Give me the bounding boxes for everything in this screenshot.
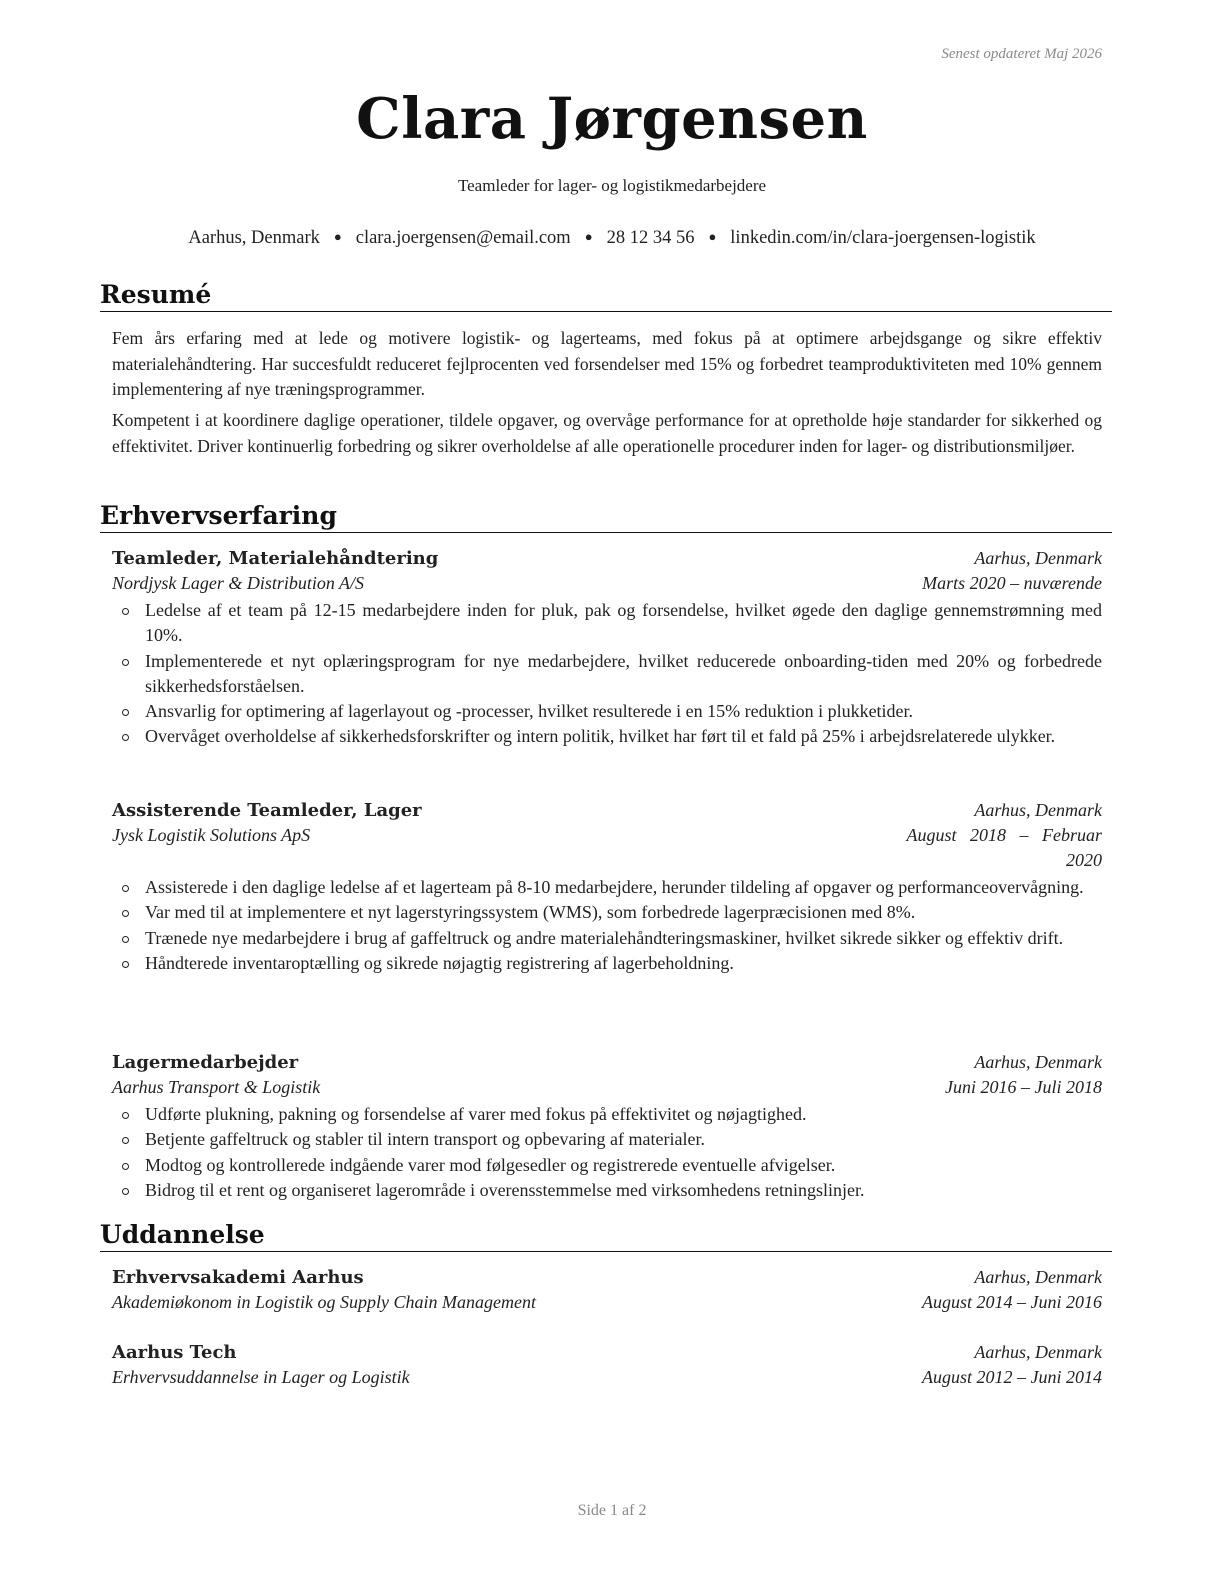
job-company: Aarhus Transport & Logistik (112, 1077, 321, 1097)
education-location: Aarhus, Denmark (974, 1342, 1102, 1362)
education-school: Erhvervsakademi Aarhus (112, 1267, 364, 1288)
list-item: Håndterede inventaroptælling og sikrede nøjagtig registrering af lagerbeholdning. (112, 951, 1102, 976)
list-item: Assisterede i den daglige ledelse af et lagerteam på 8-10 medarbejdere, herunder tildeling af opgaver og performanceovervågning. (112, 875, 1102, 900)
last-updated: Senest opdateret Maj 2026 (941, 46, 1102, 62)
bullet-circle-icon (122, 608, 129, 615)
education-header (112, 1342, 1102, 1367)
list-item: Udførte plukning, pakning og forsendelse af varer med fokus på effektivitet og nøjagtighed. (112, 1102, 1102, 1127)
bullet-circle-icon (122, 1188, 129, 1195)
job-dates-continued (112, 850, 1102, 875)
list-item: Var med til at implementere et nyt lagerstyringssystem (WMS), som forbedrede lagerpræcisionen med 8%. (112, 900, 1102, 925)
job-header (112, 800, 1102, 825)
education-header (112, 1267, 1102, 1292)
bullet-circle-icon (122, 659, 129, 666)
job-location: Aarhus, Denmark (974, 548, 1102, 568)
bullet-circle-icon (122, 1163, 129, 1170)
section-title-summary: Resumé (100, 280, 1112, 312)
education-school: Aarhus Tech (112, 1342, 237, 1363)
education-degree: Akademiøkonom in Logistik og Supply Chain Management (112, 1292, 536, 1312)
job-location: Aarhus, Denmark (974, 800, 1102, 820)
summary-paragraph: Kompetent i at koordinere daglige operationer, tildele opgaver, og overvåge performance for at opretholde høje standarder for sikkerhed og effektivitet. Driver kontinuerlig forbedring og sikrer overholdelse af alle operationelle procedurer inden for lager- og distributionsmiljøer. (112, 410, 1102, 456)
job-header (112, 1052, 1102, 1077)
bullet-circle-icon (122, 1137, 129, 1144)
job-company: Nordjysk Lager & Distribution A/S (112, 573, 365, 593)
education-dates: August 2012 – Juni 2014 (922, 1367, 1102, 1387)
job-dates-line2: 2020 (1066, 850, 1102, 870)
bullet-circle-icon (122, 936, 129, 943)
section-title-experience: Erhvervserfaring (100, 501, 1112, 533)
job-dates: August 2018 – Februar (906, 825, 1102, 845)
bullet-circle-icon (122, 1112, 129, 1119)
list-item: Implementerede et nyt oplæringsprogram for nye medarbejdere, hvilket reducerede onboarding-tiden med 20% og forbedrede sikkerhedsforståelsen. (112, 649, 1102, 700)
list-item: Trænede nye medarbejdere i brug af gaffeltruck og andre materialehåndteringsmaskiner, hvilket sikrede sikker og effektiv drift. (112, 926, 1102, 951)
job-header (112, 548, 1102, 573)
contact-phone: 28 12 34 56 (606, 228, 695, 248)
education-subheader (112, 1292, 1102, 1317)
education-subheader (112, 1367, 1102, 1392)
bullet-circle-icon (122, 709, 129, 716)
job-role: Assisterende Teamleder, Lager (112, 800, 422, 821)
bullet-circle-icon (122, 961, 129, 968)
job-subheader (112, 1077, 1102, 1102)
job-location: Aarhus, Denmark (974, 1052, 1102, 1072)
job-role: Teamleder, Materialehåndtering (112, 548, 439, 569)
bullet-circle-icon (122, 910, 129, 917)
contact-email[interactable]: clara.joergensen@email.com (355, 228, 571, 248)
bullet-separator: ● (333, 229, 342, 244)
job-bullets (112, 1102, 1102, 1203)
list-item: Betjente gaffeltruck og stabler til intern transport og opbevaring af materialer. (112, 1127, 1102, 1152)
list-item: Ledelse af et team på 12-15 medarbejdere inden for pluk, pak og forsendelse, hvilket øgede den daglige gennemstrømning med 10%. (112, 598, 1102, 649)
contact-location: Aarhus, Denmark (188, 228, 320, 248)
candidate-name: Clara Jørgensen (356, 86, 868, 152)
summary-paragraph: Fem års erfaring med at lede og motivere logistik- og lagerteams, med fokus på at optimere arbejdsgange og sikre effektiv materialehåndtering. Har succesfuldt reduceret fejlprocenten ved forsendelser med 15% og forbedret teamproduktiviteten med 10% gennem implementering af nye træningsprogrammer. (112, 328, 1102, 399)
contact-line (0, 228, 1224, 249)
section-title-education: Uddannelse (100, 1220, 1112, 1252)
job-subheader (112, 573, 1102, 598)
list-item: Bidrog til et rent og organiseret lagerområde i overensstemmelse med virksomhedens retningslinjer. (112, 1178, 1102, 1203)
job-dates: Marts 2020 – nuværende (922, 573, 1102, 593)
job-company: Jysk Logistik Solutions ApS (112, 825, 311, 845)
list-item: Overvåget overholdelse af sikkerhedsforskrifter og intern politik, hvilket har ført til et fald på 25% i arbejdsrelaterede ulykker. (112, 724, 1102, 749)
education-location: Aarhus, Denmark (974, 1267, 1102, 1287)
candidate-headline: Teamleder for lager- og logistikmedarbejdere (457, 176, 767, 195)
job-subheader (112, 825, 1102, 850)
bullet-circle-icon (122, 734, 129, 741)
education-degree: Erhvervsuddannelse in Lager og Logistik (112, 1367, 410, 1387)
page-number: Side 1 af 2 (577, 1502, 647, 1519)
job-role: Lagermedarbejder (112, 1052, 299, 1073)
job-bullets (112, 598, 1102, 750)
contact-linkedin[interactable]: linkedin.com/in/clara-joergensen-logistik (730, 228, 1036, 248)
list-item: Ansvarlig for optimering af lagerlayout og -processer, hvilket resulterede i en 15% reduktion i plukketider. (112, 699, 1102, 724)
bullet-circle-icon (122, 885, 129, 892)
education-dates: August 2014 – Juni 2016 (922, 1292, 1102, 1312)
job-bullets (112, 875, 1102, 976)
list-item: Modtog og kontrollerede indgående varer mod følgesedler og registrerede eventuelle afvigelser. (112, 1153, 1102, 1178)
job-dates: Juni 2016 – Juli 2018 (945, 1077, 1102, 1097)
bullet-separator: ● (584, 229, 593, 244)
bullet-separator: ● (708, 229, 717, 244)
